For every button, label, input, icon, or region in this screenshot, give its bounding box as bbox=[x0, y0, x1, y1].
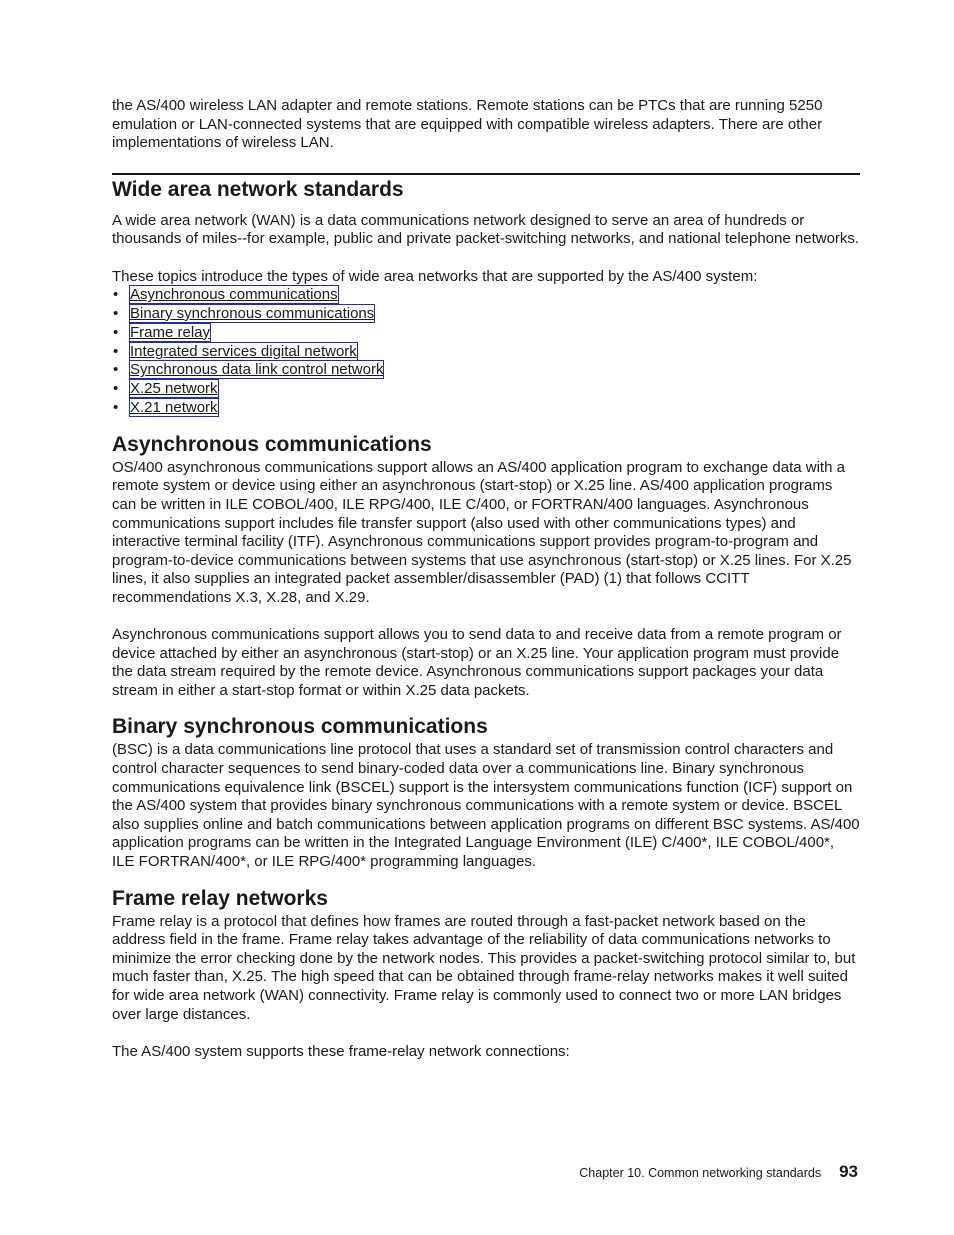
list-item bbox=[112, 361, 860, 380]
bullet-icon: • bbox=[113, 342, 119, 360]
wan-topics-intro: These topics introduce the types of wide area networks that are supported by the AS/400 system: bbox=[112, 267, 758, 285]
link-synchronous-data-link-control-network[interactable]: Synchronous data link control network bbox=[130, 361, 384, 379]
page-number: 93 bbox=[839, 1162, 858, 1181]
bullet-icon: • bbox=[113, 286, 119, 304]
wan-definition-paragraph: A wide area network (WAN) is a data communications network designed to serve an area of hundreds or thousands of miles--for example, public and private packet-switching networks, and national telephone networks. bbox=[112, 211, 860, 248]
frame-relay-heading: Frame relay networks bbox=[112, 886, 328, 910]
link-integrated-services-digital-network[interactable]: Integrated services digital network bbox=[130, 342, 357, 360]
wan-topics-list bbox=[112, 286, 860, 418]
async-paragraph-2: Asynchronous communications support allows you to send data to and receive data from a remote program or device attached by either an asynchronous (start-stop) or an X.25 line. Your application program must provide the data stream required by the remote device. Asynchronous communications support packages your data stream in either a start-stop format or within X.25 data packets. bbox=[112, 626, 842, 699]
frame-relay-paragraph-2: The AS/400 system supports these frame-relay network connections: bbox=[112, 1042, 570, 1060]
link-asynchronous-communications[interactable]: Asynchronous communications bbox=[130, 286, 338, 304]
async-heading: Asynchronous communications bbox=[112, 432, 432, 456]
footer-chapter-title: Chapter 10. Common networking standards bbox=[579, 1166, 822, 1180]
list-item bbox=[112, 343, 860, 362]
intro-continuation-paragraph: the AS/400 wireless LAN adapter and remote stations. Remote stations can be PTCs that are running 5250 emulation or LAN-connected systems that are equipped with compatible wireless adapters. There are other implementations of wireless LAN. bbox=[112, 97, 823, 152]
list-item bbox=[112, 324, 860, 343]
bullet-icon: • bbox=[113, 361, 119, 379]
list-item bbox=[112, 399, 860, 418]
link-x25-network[interactable]: X.25 network bbox=[130, 380, 218, 398]
page-footer bbox=[579, 1162, 858, 1182]
list-item bbox=[112, 380, 860, 399]
bullet-icon: • bbox=[113, 323, 119, 341]
async-paragraph-1: OS/400 asynchronous communications support allows an AS/400 application program to exchange data with a remote system or device using either an asynchronous (start-stop) or X.25 line. AS/400 application programs can be written in ILE COBOL/400, ILE RPG/400, ILE C/400, or FORTRAN/400 languages. Asynchronous communications support includes file transfer support (also used with other communications types) and interactive terminal facility (ITF). Asynchronous communications support provides program-to-program and program-to-device communications between systems that use asynchronous (start-stop) or X.25 lines. For X.25 lines, it also supplies an integrated packet assembler/disassembler (PAD) (1) that follows CCITT recommendations X.3, X.28, and X.29. bbox=[112, 458, 852, 606]
list-item bbox=[112, 286, 860, 305]
link-x21-network[interactable]: X.21 network bbox=[130, 398, 218, 416]
section-divider bbox=[112, 173, 860, 175]
page-content bbox=[112, 97, 860, 1061]
bullet-icon: • bbox=[113, 304, 119, 322]
link-frame-relay[interactable]: Frame relay bbox=[130, 323, 211, 341]
bullet-icon: • bbox=[113, 398, 119, 416]
list-item bbox=[112, 305, 860, 324]
wan-heading: Wide area network standards bbox=[112, 177, 404, 201]
frame-relay-paragraph-1: Frame relay is a protocol that defines how frames are routed through a fast-packet network based on the address field in the frame. Frame relay takes advantage of the reliability of data communications networks to minimize the error checking done by the network nodes. This provides a packet-switching protocol similar to, but much faster than, X.25. The high speed that can be obtained through frame-relay networks makes it well suited for wide area network (WAN) connectivity. Frame relay is commonly used to connect two or more LAN bridges over large distances. bbox=[112, 912, 856, 1023]
bullet-icon: • bbox=[113, 380, 119, 398]
bsc-paragraph: (BSC) is a data communications line protocol that uses a standard set of transmission control characters and control character sequences to send binary-coded data over a communications line. Binary synchronous communications equivalence link (BSCEL) support is the intersystem communications function (ICF) support on the AS/400 system that provides binary synchronous communications with a remote system or device. BSCEL also supplies online and batch communications between application programs on different BSC systems. AS/400 application programs can be written in the Integrated Language Environment (ILE) C/400*, ILE COBOL/400*, ILE FORTRAN/400*, or ILE RPG/400* programming languages. bbox=[112, 741, 860, 871]
link-binary-synchronous-communications[interactable]: Binary synchronous communications bbox=[130, 304, 375, 322]
bsc-heading: Binary synchronous communications bbox=[112, 715, 488, 739]
